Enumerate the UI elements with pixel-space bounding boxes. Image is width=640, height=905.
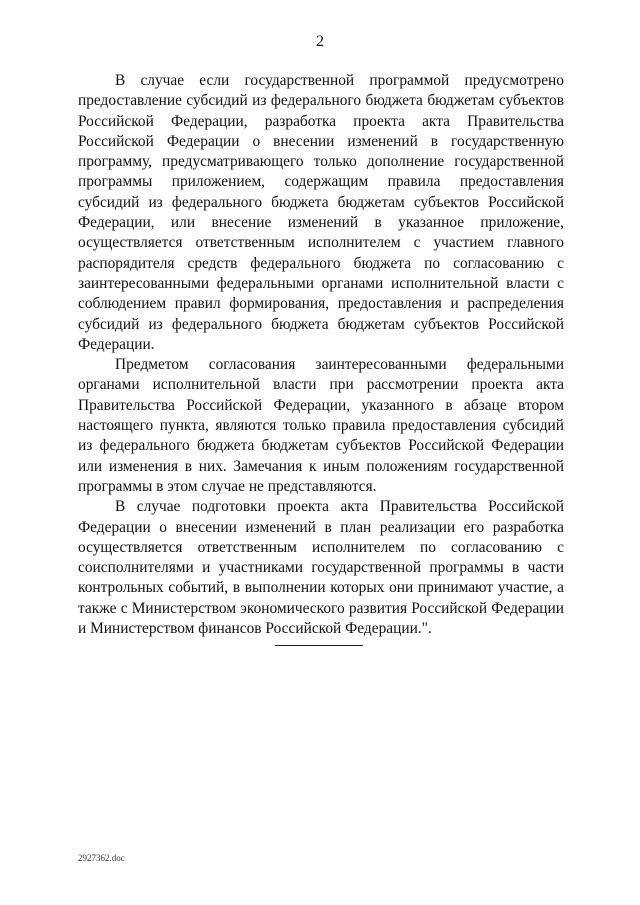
- document-body: [78, 71, 564, 639]
- paragraph-subsidies: В случае если государственной программой предусмотрено предоставление субсидий из федерального бюджета бюджетам субъектов Российской Федерации, разработка проекта акта Правительства Российской Федерации о внесении изменений в государственную программу, предусматривающего только дополнение государственной программы приложением, содержащим правила предоставления субсидий из федерального бюджета бюджетам субъектов Российской Федерации, или внесение изменений в указанное приложение, осуществляется ответственным исполнителем с участием главного распорядителя средств федерального бюджета по согласованию с заинтересованными федеральными органами исполнительной власти с соблюдением правил формирования, предоставления и распределения субсидий из федерального бюджета бюджетам субъектов Российской Федерации.: [78, 72, 564, 353]
- file-identifier: 2927362.doc: [78, 853, 125, 863]
- paragraph-implementation-plan: В случае подготовки проекта акта Правительства Российской Федерации о внесении изменений в план реализации его разработка осуществляется ответственным исполнителем по согласованию с соисполнителями и участниками государственной программы в части контрольных событий, в выполнении которых они принимают участие, а также с Министерством экономического развития Российской Федерации и Министерством финансов Российской Федерации.".: [78, 498, 564, 638]
- paragraph-approval-subject: Предметом согласования заинтересованными федеральными органами исполнительной власти при рассмотрении проекта акта Правительства Российской Федерации, указанного в абзаце втором настоящего пункта, являются только правила предоставления субсидий из федерального бюджета бюджетам субъектов Российской Федерации или изменения в них. Замечания к иным положениям государственной программы в этом случае не представляются.: [78, 356, 564, 495]
- end-separator-line: [275, 645, 363, 646]
- page-number: 2: [316, 33, 324, 50]
